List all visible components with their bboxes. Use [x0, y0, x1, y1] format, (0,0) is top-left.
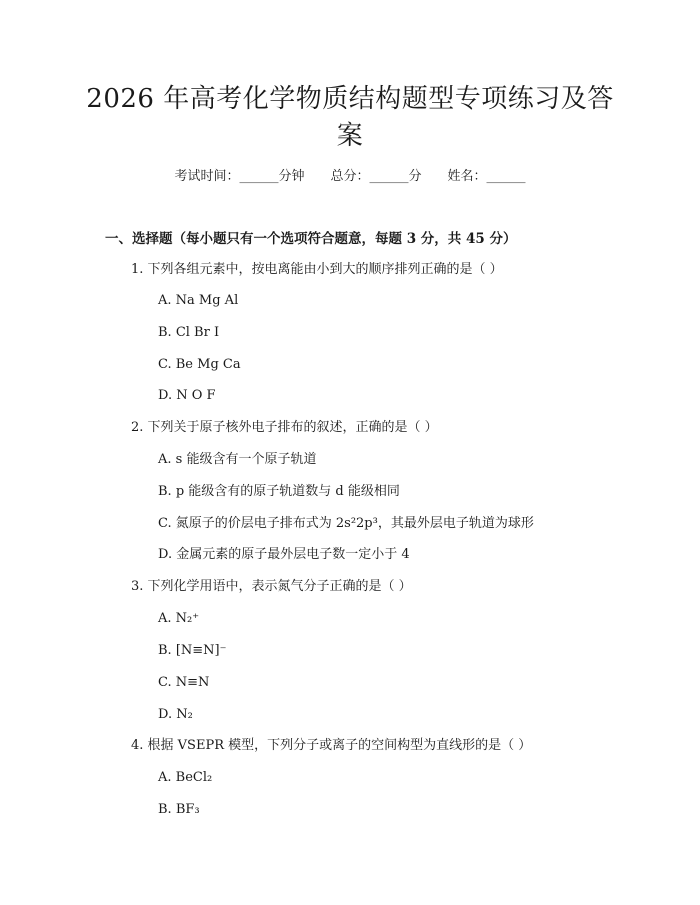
question-option: C. Be Mg Ca: [158, 357, 241, 372]
total-score-field: 总分：______分: [330, 169, 422, 184]
question-option: D. 金属元素的原子最外层电子数一定小于 4: [158, 547, 410, 562]
question-option: C. 氮原子的价层电子排布式为 2s²2p³，其最外层电子轨道为球形: [158, 516, 534, 531]
question-option: D. N O F: [158, 388, 216, 403]
question-option: A. s 能级含有一个原子轨道: [158, 452, 317, 467]
page-title-line-1: 2026 年高考化学物质结构题型专项练习及答: [86, 84, 614, 114]
question-stem: 1. 下列各组元素中，按电离能由小到大的顺序排列正确的是（ ）: [131, 262, 503, 277]
exam-info-row: [0, 167, 700, 187]
question-option: A. N₂⁺: [158, 611, 200, 626]
question-option: B. BF₃: [158, 802, 200, 817]
section-heading: 一、选择题（每小题只有一个选项符合题意，每题 3 分，共 45 分）: [105, 231, 517, 247]
question-option: A. Na Mg Al: [158, 293, 239, 308]
question-stem: 3. 下列化学用语中，表示氮气分子正确的是（ ）: [131, 579, 412, 594]
student-name-field: 姓名：______: [447, 169, 526, 184]
question-option: B. [N≡N]⁻: [158, 643, 227, 658]
question-stem: 4. 根据 VSEPR 模型，下列分子或离子的空间构型为直线形的是（ ）: [131, 738, 532, 753]
question-option: C. N≡N: [158, 675, 210, 690]
question-option: D. N₂: [158, 707, 193, 722]
question-stem: 2. 下列关于原子核外电子排布的叙述，正确的是（ ）: [131, 420, 438, 435]
exam-time-field: 考试时间：______分钟: [174, 169, 305, 184]
question-option: B. p 能级含有的原子轨道数与 d 能级相同: [158, 484, 400, 499]
page-title-line-2: 案: [336, 121, 364, 151]
question-option: A. BeCl₂: [158, 770, 213, 785]
question-option: B. Cl Br I: [158, 325, 220, 340]
